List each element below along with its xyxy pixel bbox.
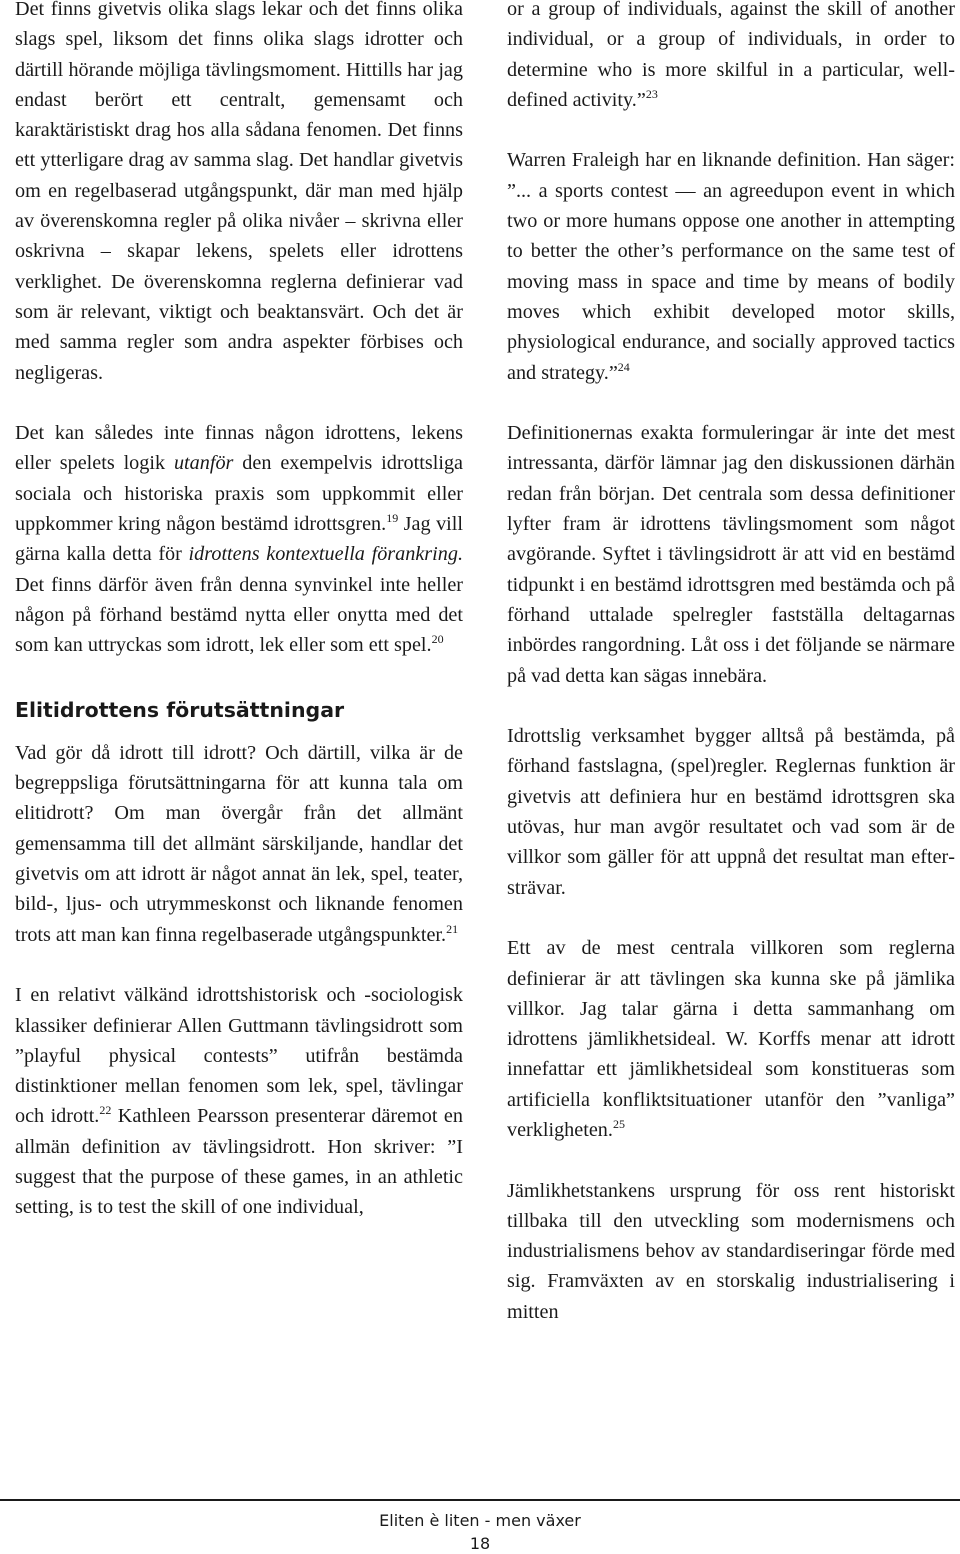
paragraph-text: Definitionernas exakta formuleringar är inte det mest intressanta, därför lämnar jag den diskussionen därhän redan från början. Det centrala som dessa definitioner lyfter fram är idrottens tävlingsmoment som något avgörande. Syftet i tävlingsidrott är att vid en bestämd tidpunkt i en bestämd idrottsgren med bestämda och på förhand uttalade spelregler fastställa deltagarnas inbördes rangordning. Låt oss i det följande se närmare på vad detta kan sägas innebära. (507, 422, 955, 687)
paragraph-text: Kathleen Pearsson presenterar däremot en allmän definition av tävlingsidrott. Hon skriver: ”I suggest that the purpose of these games, in an athletic setting, is to test the skill of one individual, (15, 1105, 463, 1219)
body-paragraph (507, 418, 955, 691)
paragraph-text: den exempelvis idrottsliga sociala och historiska praxis som uppkommit eller uppkommer kring någon bestämd idrottsgren. (15, 452, 463, 536)
body-paragraph (507, 0, 955, 115)
body-paragraph (507, 145, 955, 387)
emphasis-text: idrottens kontextuella förankring. (188, 543, 463, 566)
body-paragraph (507, 933, 955, 1145)
footer-title: Eliten è liten - men växer (379, 1511, 581, 1530)
body-paragraph (15, 738, 463, 950)
footnote-ref[interactable]: 20 (431, 632, 444, 647)
paragraph-text: Ett av de mest centrala villkoren som reglerna definierar är att tävlingen ska kunna ske på jämlika villkor. Jag talar gärna i detta sammanhang om idrottens jämlikhetsideal. W. Korffs menar att idrott innefattar ett jämlikhetsideal som konstitueras som artificiella konfliktsituationer utanför den ”vanliga” verkligheten. (507, 937, 955, 1141)
body-paragraph (15, 980, 463, 1222)
emphasis-text: utanför (173, 452, 234, 475)
paragraph-text: or a group of individuals, against the skill of another individual, or a group of individuals, in order to determine who is more skilful in a particular, well-defined activity.” (507, 0, 955, 111)
footnote-ref[interactable]: 25 (612, 1116, 625, 1131)
paragraph-text: Jämlikhetstankens ursprung för oss rent historiskt tillbaka till den utveckling som modernismens och industrialismens behov av standardiseringar förde med sig. Framväxten av en storskalig industrialisering i mitten (507, 1179, 955, 1323)
paragraph-text: Warren Fraleigh har en liknande definition. Han säger: ”... a sports contest — an agreedupon event in which two or more humans oppose one another in attempting to better the other’s performance on the same test of moving mass in space and time by means of bodily moves which exhibit developed motor skills, physiological endurance, and socially approved tactics and strategy.” (507, 149, 955, 384)
page-number: 18 (469, 1534, 491, 1553)
footnote-ref[interactable]: 22 (99, 1103, 112, 1118)
paragraph-text: Vad gör då idrott till idrott? Och därtill, vilka är de begreppsliga förutsättningarna för att kunna tala om elitidrott? Om man övergår från det allmänt gemensamma till det allmänt särskiljande, handlar det givetvis om att idrott är något annat än lek, spel, teater, bild-, ljus- och utrymmeskonst och liknande fenomen trots att man kan finna regelbaserade utgångspunkter. (15, 741, 463, 946)
body-paragraph (15, 0, 463, 388)
body-paragraph (507, 1176, 955, 1327)
body-paragraph (507, 721, 955, 903)
footer-divider (0, 1499, 960, 1501)
footnote-ref[interactable]: 24 (617, 359, 630, 374)
left-column (15, 0, 463, 1223)
paragraph-text: Jag vill gärna kalla detta för (15, 513, 463, 566)
paragraph-text: I en relativt välkänd idrottshistorisk och -sociologisk klassiker definierar Allen Guttmann tävlingsidrott som ”playful physical contests” utifrån bestämda distinktioner mellan fenomen som lek, spel, tävlingar och idrott. (15, 984, 463, 1128)
section-heading: Elitidrottens förutsättningar (15, 697, 345, 722)
right-column (507, 0, 955, 1327)
footnote-ref[interactable]: 19 (386, 511, 399, 526)
footnote-ref[interactable]: 21 (446, 921, 459, 936)
footnote-ref[interactable]: 23 (645, 86, 658, 101)
paragraph-text: Det kan således inte finnas någon idrottens, lekens eller spelets logik (15, 422, 463, 475)
paragraph-text: Det finns givetvis olika slags lekar och det finns olika slags spel, liksom det finns olika slags idrotter och därtill hörande möjliga tävlingsmoment. Hittills har jag endast berört ett centralt, gemensamt och karaktäristiskt drag hos alla sådana fenomen. Det finns ett ytterligare drag av samma slag. Det handlar givetvis om en regelbaserad utgångspunkt, där man med hjälp av överenskomna regler på olika nivåer – skrivna eller oskrivna – skapar lekens, spelets eller idrottens verklighet. De överenskomna reglerna definierar vad som är relevant, viktigt och beaktansvärt. Och det är med samma regler som andra aspekter förbises och negligeras. (15, 0, 463, 384)
paragraph-text: Det finns därför även från denna synvinkel inte heller någon på förhand bestämd nytta eller onytta med det som kan uttryckas som idrott, lek eller som ett spel. (15, 573, 463, 657)
body-paragraph (15, 418, 463, 660)
paragraph-text: Idrottslig verksamhet bygger alltså på bestämda, på förhand fastslagna, (spel)regler. Reglernas funktion är givetvis att definiera hur en bestämd idrottsgren ska utövas, hur man avgör resultatet och vad som är de villkor som gäller för att uppnå det resultat man eftersträvar. (507, 725, 955, 899)
